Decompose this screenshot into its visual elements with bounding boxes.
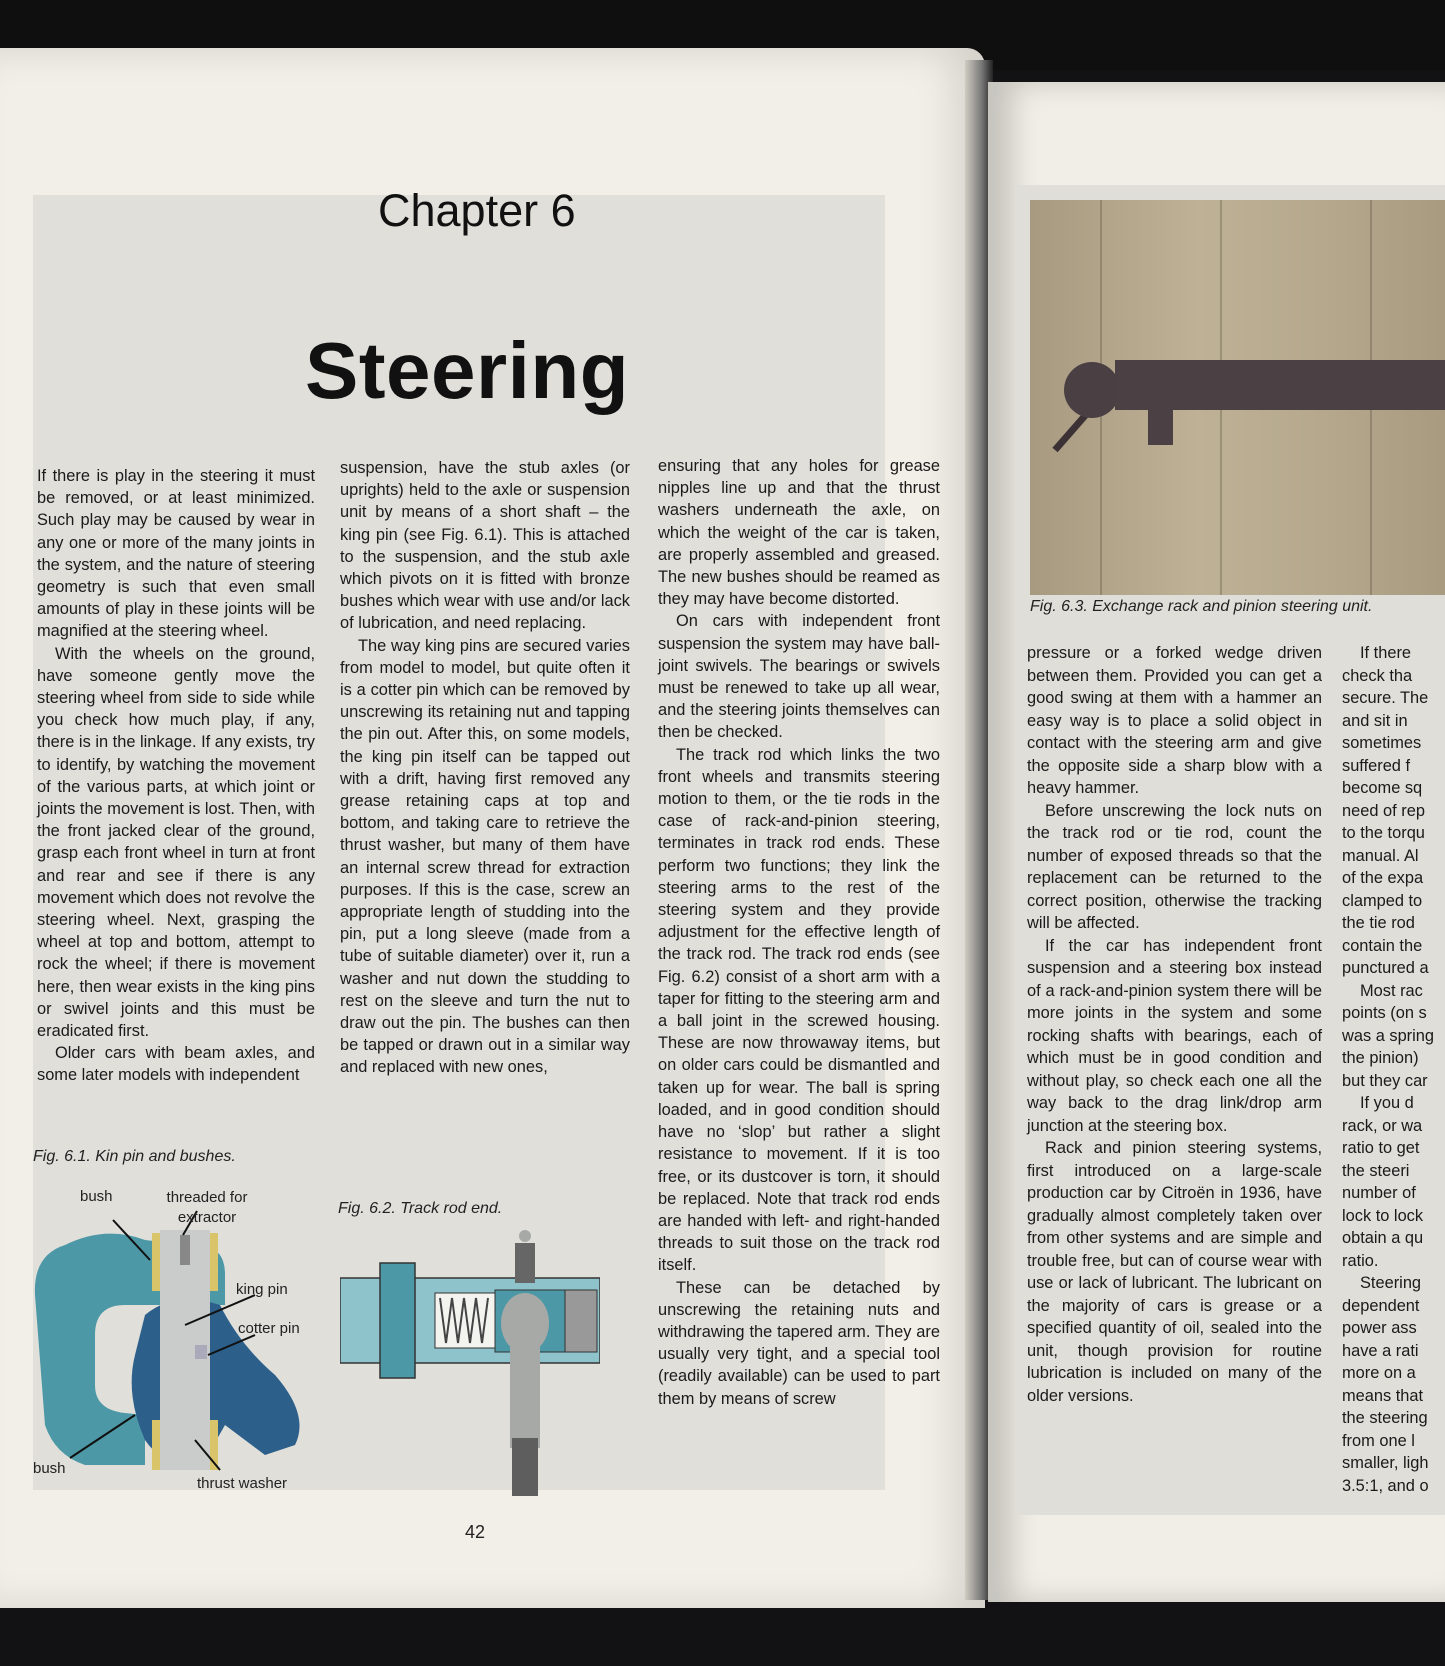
line: If there bbox=[1360, 644, 1412, 662]
line: smaller, ligh bbox=[1342, 1454, 1429, 1472]
line: If you d bbox=[1360, 1094, 1414, 1112]
line: and sit in bbox=[1342, 711, 1408, 730]
label-king-pin: king pin bbox=[236, 1281, 288, 1298]
text-column-2 bbox=[340, 457, 630, 1079]
line: need of rep bbox=[1342, 801, 1425, 820]
paragraph: With the wheels on the ground, have someone gently move the steering wheel from side to side while you check how much play, if any, there is in the linkage. If any exists, try to identify, by watching the movement of the various parts, at which joint or joints the movement is lost. Then, with the front jacked clear of the ground, grasp each front wheel in turn at front and rear and see if there is any movement which does not revolve the steering wheel. Next, grasping the wheel at top and bottom, attempt to rock the wheel; if there is movement here, then wear exists in the king pins or swivel joints and this must be eradicated first. bbox=[37, 644, 315, 1041]
line: clamped to bbox=[1342, 891, 1423, 910]
line: sometimes bbox=[1342, 734, 1422, 752]
page-number: 42 bbox=[465, 1522, 486, 1542]
track-rod-end-diagram bbox=[340, 1228, 600, 1498]
label-bush-top: bush bbox=[80, 1188, 113, 1205]
line: obtain a qu bbox=[1342, 1229, 1424, 1247]
line: 3.5:1, and o bbox=[1342, 1476, 1429, 1495]
paragraph: Older cars with beam axles, and some later models with independent bbox=[37, 1044, 315, 1085]
line: lock to lock bbox=[1342, 1206, 1424, 1225]
line: from one l bbox=[1342, 1431, 1415, 1450]
line: rack, or wa bbox=[1342, 1116, 1423, 1135]
right-text-column-1 bbox=[1027, 642, 1322, 1407]
label-threaded-for-extractor: threaded for extractor bbox=[166, 1189, 248, 1226]
line: check tha bbox=[1342, 666, 1413, 685]
line: manual. Al bbox=[1342, 846, 1419, 865]
label-bush-bottom: bush bbox=[33, 1460, 66, 1477]
line: become sq bbox=[1342, 779, 1423, 797]
chapter-title: Steering bbox=[305, 326, 630, 415]
text-column-1 bbox=[37, 465, 315, 1087]
right-text-column-2-partial bbox=[1342, 642, 1445, 1512]
line: number of bbox=[1342, 1184, 1416, 1202]
figure-6-1-caption: Fig. 6.1. Kin pin and bushes. bbox=[33, 1148, 236, 1165]
line: the steering bbox=[1342, 1409, 1428, 1427]
line: power ass bbox=[1342, 1319, 1417, 1337]
chapter-label: Chapter 6 bbox=[378, 185, 576, 236]
figure-6-2-caption: Fig. 6.2. Track rod end. bbox=[338, 1200, 503, 1217]
title-panel-right bbox=[593, 195, 885, 440]
line: Most rac bbox=[1360, 981, 1423, 1000]
paragraph: These can be detached by unscrewing the retaining nuts and withdrawing the tapered arm. They are usually very tight, and a special tool (readily available) can be used to part them by means of screw bbox=[658, 1278, 940, 1408]
paragraph: pressure or a forked wedge driven between them. Provided you can get a good swing at them with a hammer an easy way is to place a solid object in contact with the steering arm and give the opposite side a sharp blow with a heavy hammer. bbox=[1027, 644, 1322, 797]
paragraph: Rack and pinion steering systems, first introduced on a large-scale production car by Citroën in 1936, have gradually almost completely taken over from other systems and are simple and trouble free, but can of course wear with use or lack of lubricant. The lubricant on the majority of cars is grease or a specified quantity of oil, sealed into the unit, though provision for routine lubrication is included on many of the older versions. bbox=[1027, 1139, 1322, 1405]
line: punctured a bbox=[1342, 959, 1429, 977]
paragraph: suspension, have the stub axles (or uprights) held to the axle or suspension unit by means of a short shaft – the king pin (see Fig. 6.1). This is attached to the suspension, and the stub axle which pivots on it is fitted with bronze bushes which wear with use and/or lack of lubrication, and need replacing. bbox=[340, 459, 630, 633]
rack-and-pinion-photo bbox=[1030, 200, 1445, 595]
paragraph: ensuring that any holes for grease nipples line up and that the thrust washers underneath the axle, on which the weight of the car is taken, are properly assembled and greased. The new bushes should be reamed as they may have become distorted. bbox=[658, 457, 940, 609]
line: contain the bbox=[1342, 936, 1423, 955]
line: was a spring bbox=[1342, 1026, 1435, 1045]
paragraph: Before unscrewing the lock nuts on the track rod or tie rod, count the number of exposed threads so that the replacement can be returned to the correct position, otherwise the tracking will be affected. bbox=[1027, 801, 1322, 932]
paragraph: If the car has independent front suspension and a steering box instead of a rack-and-pinion system there will be more joints in the system and some rocking shafts with bearings, each of which must be in good condition and without play, so check each one all the way back to the drag link/drop arm junction at the steering box. bbox=[1027, 936, 1322, 1135]
paragraph: The track rod which links the two front wheels and transmits steering motion to them, or the tie rods in the case of rack-and-pinion steering, terminates in track rod ends. These perform two functions; they link the steering arms to the rest of the steering system and they provide adjustment for the effective length of the track rod. The track rod ends (see Fig. 6.2) consist of a short arm with a taper for fitting to the steering arm and a ball joint in the screwed housing. These are now throwaway items, but on older cars could be dismantled and taken up for wear. The ball is spring loaded, and in good condition should have no ‘slop’ but rather a slight resistance to movement. If it is too free, or its dustcover is torn, it should be replaced. Note that track rod ends are handed with left- and right-handed threads to suit those on the track rod itself. bbox=[658, 745, 940, 1275]
line: of the expa bbox=[1342, 869, 1424, 887]
line: have a rati bbox=[1342, 1341, 1419, 1360]
figure-6-3-caption: Fig. 6.3. Exchange rack and pinion steering unit. bbox=[1030, 598, 1373, 615]
line: to the torqu bbox=[1342, 824, 1425, 842]
line: secure. The bbox=[1342, 689, 1429, 707]
line: the steeri bbox=[1342, 1161, 1410, 1180]
label-cotter-pin: cotter pin bbox=[238, 1320, 300, 1337]
line: dependent bbox=[1342, 1296, 1420, 1315]
paragraph: If there is play in the steering it must be removed, or at least minimized. Such play may be caused by wear in any one or more of the many joints in the system, and the nature of steering geometry is such that even small amounts of play in these joints will be magnified at the steering wheel. bbox=[37, 467, 315, 641]
line: more on a bbox=[1342, 1364, 1416, 1382]
line: means that bbox=[1342, 1386, 1424, 1405]
text-column-3 bbox=[658, 455, 940, 1410]
line: the tie rod bbox=[1342, 914, 1415, 932]
line: ratio. bbox=[1342, 1251, 1379, 1270]
line: points (on s bbox=[1342, 1004, 1427, 1022]
line: Steering bbox=[1360, 1274, 1422, 1292]
line: but they car bbox=[1342, 1071, 1428, 1090]
paragraph: On cars with independent front suspension the system may have ball-joint swivels. The bearings or swivels must be renewed to take up all wear, and the steering joints themselves can then be checked. bbox=[658, 612, 940, 742]
paragraph: The way king pins are secured varies from model to model, but quite often it is a cotter pin which can be removed by unscrewing its retaining nut and tapping the pin out. After this, on some models, the king pin itself can be tapped out with a drift, having first removed any grease retaining caps at top and bottom, and taking care to retrieve the thrust washer, but many of them have an internal screw thread for extraction purposes. If this is the case, screw an appropriate length of studding into the pin, put a long sleeve (made from a tube of suitable diameter) over it, run a washer and nut down the studding to rest on the sleeve and turn the nut to draw out the pin. The bushes can then be tapped or drawn out in a similar way and replaced with new ones, bbox=[340, 636, 630, 1077]
line: suffered f bbox=[1342, 756, 1411, 775]
line: the pinion) bbox=[1342, 1049, 1419, 1067]
label-thrust-washer: thrust washer bbox=[197, 1475, 288, 1492]
line: ratio to get bbox=[1342, 1139, 1420, 1157]
